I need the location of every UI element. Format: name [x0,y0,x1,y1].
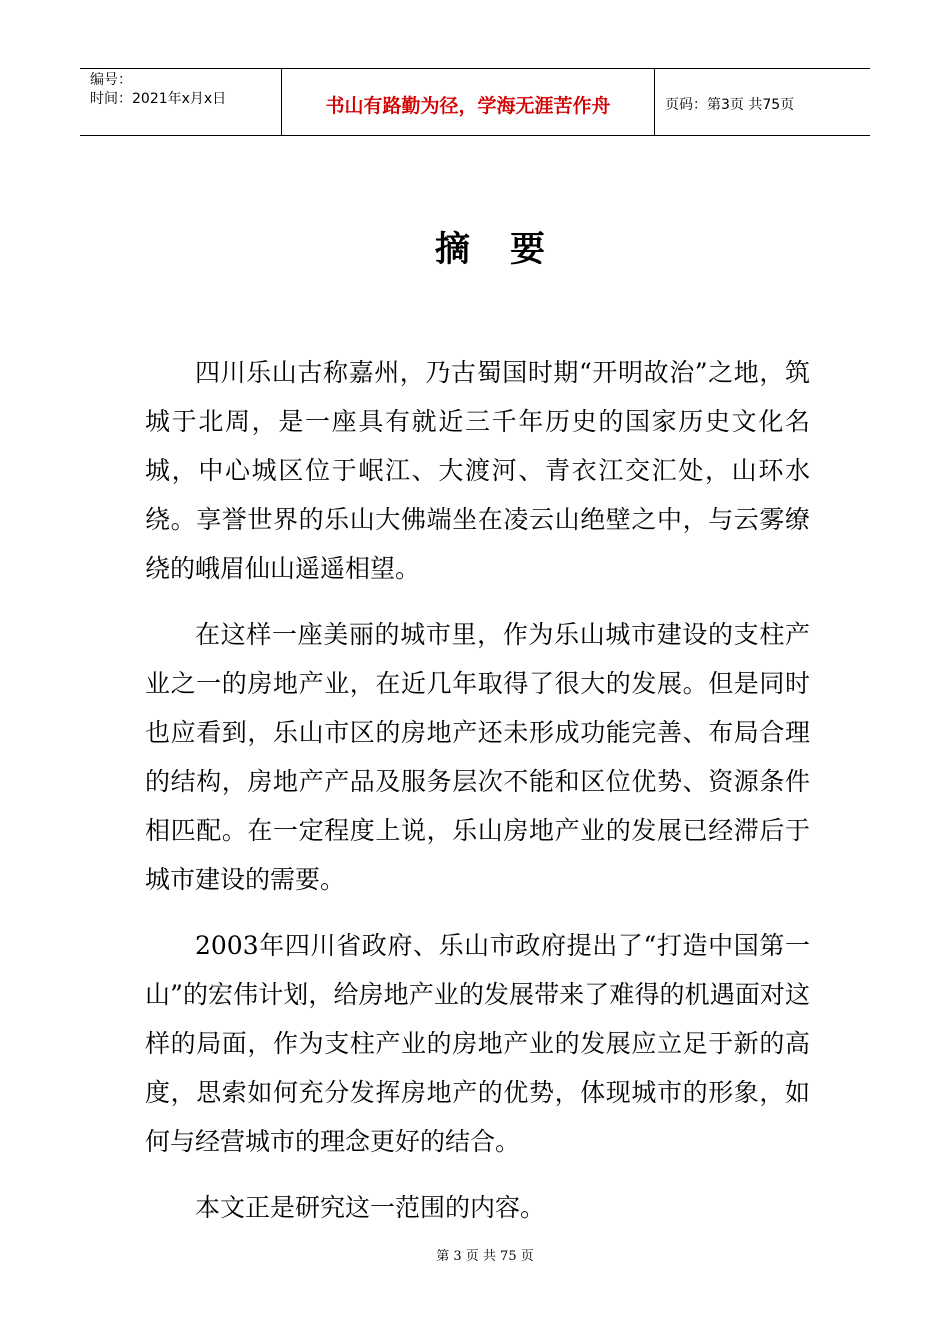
paragraph: 本文正是研究这一范围的内容。 [195,1193,546,1222]
paragraph: 2003年四川省政府、乐山市政府提出了“打造中国第一山”的宏伟计划，给房地产业的发展带来了难得的机遇面对这样的局面，作为支柱产业的房地产业的发展应立足于新的高度，思索如何充分发挥房地产的优势，体现城市的形象，如何与经营城市的理念更好的结合。 [145,931,810,1156]
document-date-label: 时间：2021年x月x日 [90,91,227,107]
paragraph: 四川乐山古称嘉州，乃古蜀国时期“开明故治”之地，筑城于北周，是一座具有就近三千年历史的国家历史文化名城，中心城区位于岷江、大渡河、青衣江交汇处，山环水绕。享誉世界的乐山大佛端坐在凌云山绝壁之中，与云雾缭绕的峨眉仙山遥遥相望。 [145,358,810,583]
header-meta [80,69,282,135]
header-motto: 书山有路勤为径，学海无涯苦作舟 [282,69,655,135]
document-number-label: 编号： [90,72,132,88]
page-title: 摘要 [434,230,585,270]
paragraph: 在这样一座美丽的城市里，作为乐山城市建设的支柱产业之一的房地产业，在近几年取得了很大的发展。但是同时也应看到，乐山市区的房地产还未形成功能完善、布局合理的结构，房地产产品及服务层次不能和区位优势、资源条件相匹配。在一定程度上说，乐山房地产业的发展已经滞后于城市建设的需要。 [145,620,810,894]
abstract-body [145,348,810,1249]
page-header [80,68,870,136]
header-page-info: 页码：第3页 共75页 [665,97,795,113]
page-footer: 第 3 页 共 75 页 [436,1249,534,1264]
